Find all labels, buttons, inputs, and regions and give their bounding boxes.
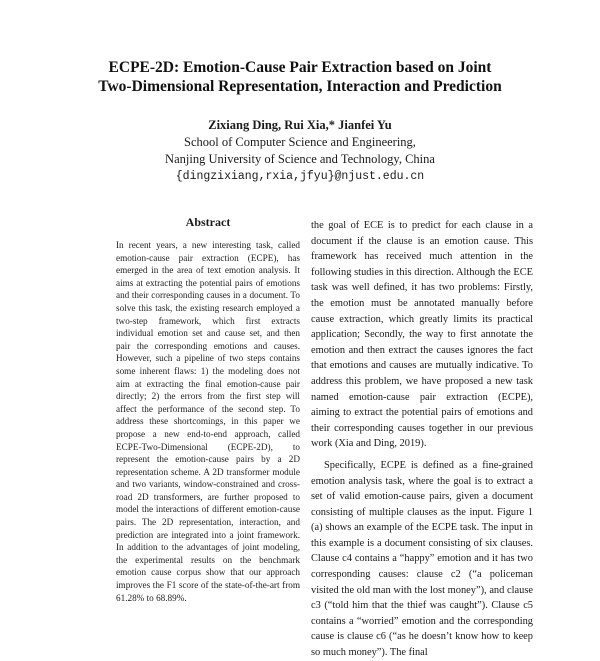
title-line-2: Two-Dimensional Representation, Interaction and Prediction bbox=[98, 78, 502, 95]
right-column bbox=[311, 218, 533, 661]
author-block bbox=[60, 117, 540, 185]
intro-body bbox=[311, 218, 533, 661]
affiliation-line-2: Nanjing University of Science and Technology, China bbox=[165, 152, 435, 166]
body-paragraph-2: Specifically, ECPE is defined as a fine-grained emotion analysis task, where the goal is to extract a set of valid emotion-cause pairs, given a document consisting of multiple clauses as the input. Figure 1 (a) shows an example of the ECPE task. The input in this example is a document consisting of six clauses. Clause c4 contains a “happy” emotion and it has two corresponding causes: clause c2 (“a policeman visited the old man with the lost money”), and clause c3 (“told him that the thief was caught”). Clause c5 contains a “worried” emotion and the corresponding cause is clause c6 (“as he doesn’t know how to keep so much money”). The final bbox=[311, 459, 533, 659]
body-paragraph-1: the goal of ECE is to predict for each clause in a document if the clause is an emotion cause. This framework has received much attention in the following studies in this direction. Although the ECE task was well defined, it has two problems: Firstly, the emotion must be annotated manually before cause extraction, which greatly limits its practical application; Secondly, the way to first annotate the emotion and then extract the causes ignores the fact that emotions and causes are mutually indicative. To address this problem, we have proposed a new task named emotion-cause pair extraction (ECPE), aiming to extract the potential pairs of emotions and their corresponding causes together in our previous work (Xia and Ding, 2019). bbox=[311, 220, 533, 450]
abstract-heading: Abstract bbox=[185, 215, 231, 229]
abstract-paragraph: In recent years, a new interesting task, called emotion-cause pair extraction (ECPE), has emerged in the area of text emotion analysis. It aims at extracting the potential pairs of emotions and their corresponding causes in a document. To solve this task, the existing research employed a two-step framework, which first extracts individual emotion set and cause set, and then pair the corresponding emotions and causes. However, such a pipeline of two steps contains some inherent flaws: 1) the modeling does not aim at extracting the final emotion-cause pair directly; 2) the errors from the first step will affect the performance of the second step. To address these shortcomings, in this paper we propose a new end-to-end approach, called ECPE-Two-Dimensional (ECPE-2D), to represent the emotion-cause pairs by a 2D representation scheme. A 2D transformer module and two variants, window-constrained and cross-road 2D transformers, are further proposed to model the interactions of different emotion-cause pairs. The 2D representation, interaction, and prediction are integrated into a joint framework. In addition to the advantages of joint modeling, the experimental results on the benchmark emotion cause corpus show that our approach improves the F1 score of the state-of-the-art from 61.28% to 68.89%. bbox=[116, 240, 300, 603]
affiliation-line-1: School of Computer Science and Engineering, bbox=[184, 135, 416, 149]
author-emails: {dingzixiang,rxia,jfyu}@njust.edu.cn bbox=[175, 170, 425, 183]
author-names: Zixiang Ding, Rui Xia,* Jianfei Yu bbox=[208, 118, 392, 132]
left-column bbox=[116, 214, 300, 604]
paper-title bbox=[60, 58, 540, 96]
abstract-body bbox=[116, 239, 300, 604]
title-line-1: ECPE-2D: Emotion-Cause Pair Extraction based on Joint bbox=[108, 59, 492, 76]
